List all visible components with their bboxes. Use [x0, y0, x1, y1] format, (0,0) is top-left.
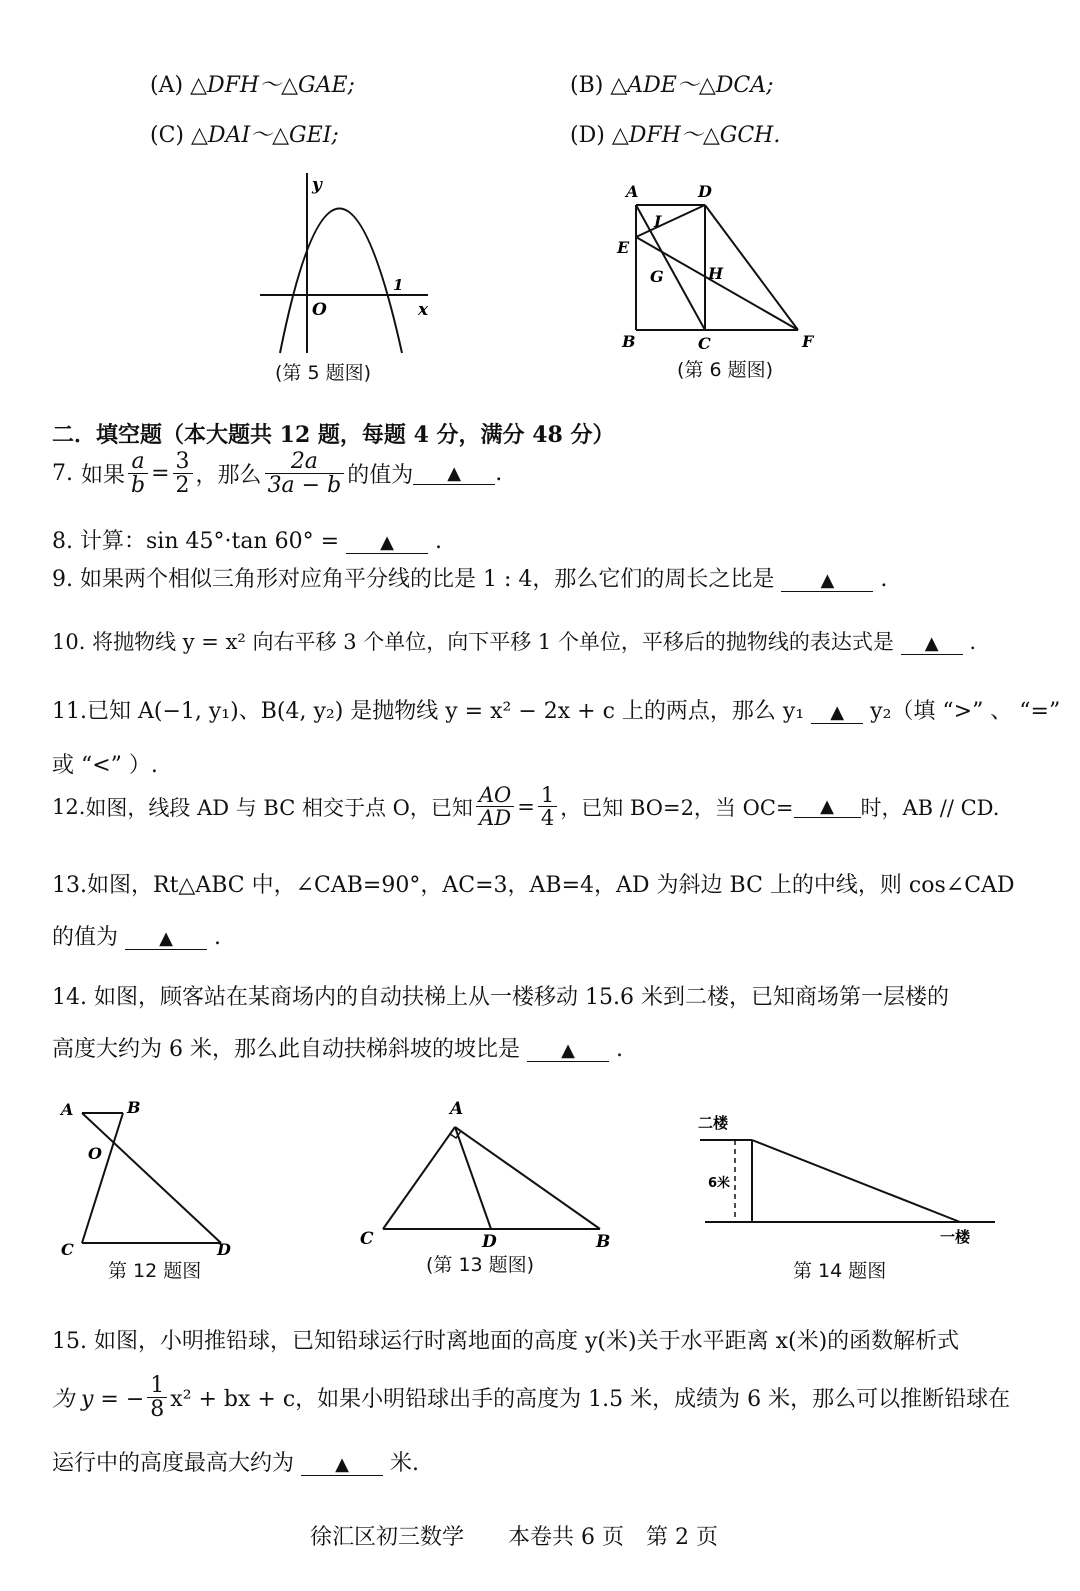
figure-5 — [250, 168, 450, 383]
q9-text: 如果两个相似三角形对应角平分线的比是 1 : 4，那么它们的周长之比是 — [80, 567, 775, 592]
q7-number: 7. — [52, 461, 73, 487]
fig13-seg-ac — [383, 1127, 455, 1229]
fig6-label-f: F — [802, 332, 814, 351]
option-c — [150, 118, 339, 149]
q15-line2-row — [52, 1374, 1010, 1421]
fig6-seg-ac — [636, 205, 705, 330]
q11-text: 已知 A(−1, y₁)、B(4, y₂) 是抛物线 y = x² − 2x + c 上的两点，那么 y₁ — [87, 699, 805, 724]
question-9 — [52, 562, 887, 593]
fig6-label-d: D — [698, 182, 712, 201]
fig13-seg-ad — [455, 1127, 491, 1229]
question-7 — [52, 450, 502, 497]
q15-frac-num: 1 — [147, 1374, 167, 1398]
fig6-label-g: G — [650, 267, 664, 286]
q14-line2: 高度大约为 6 米，那么此自动扶梯斜坡的坡比是 — [52, 1037, 520, 1062]
question-8 — [52, 524, 442, 555]
option-a-text: △DFH～△GAE; — [190, 73, 355, 98]
q12-answer-blank[interactable]: ▲ — [794, 796, 861, 818]
fig6-label-i: I — [654, 212, 662, 231]
q11-mid: y₂（填 “>” 、 “=” — [870, 699, 1061, 724]
option-a-label: (A) — [150, 73, 184, 98]
fig14-escalator — [752, 1140, 960, 1222]
figure-14 — [690, 1100, 1005, 1250]
q12-post: 时，AB // CD. — [860, 795, 1000, 820]
q8-answer-blank[interactable]: ▲ — [346, 532, 428, 554]
q13-end: . — [214, 925, 222, 950]
fig6-label-e: E — [617, 238, 630, 257]
q7-comma: ，那么 — [195, 463, 262, 489]
option-d-label: (D) — [570, 123, 605, 148]
q15-post2: x² + bx + c，如果小明铅球出手的高度为 1.5 米，成绩为 6 米，那么可以推断铅球在 — [170, 1387, 1011, 1413]
fig14-label-floor1: 一楼 — [940, 1228, 971, 1246]
question-14 — [52, 980, 949, 1011]
q12-quarter-num: 1 — [538, 784, 557, 807]
q7-frac-32 — [173, 450, 193, 497]
q7-frac-ab-num: a — [128, 450, 148, 474]
fig6-label-b: B — [622, 332, 636, 351]
question-10 — [52, 626, 976, 656]
q14-number: 14. — [52, 985, 87, 1010]
q7-frac-expr-den: 3a − b — [267, 473, 342, 499]
q7-frac-expr — [265, 450, 345, 497]
option-c-label: (C) — [150, 123, 184, 148]
q15-frac-eighth — [147, 1374, 167, 1421]
q7-end: . — [495, 461, 503, 487]
q9-end: . — [880, 567, 888, 592]
q14-end: . — [616, 1037, 623, 1062]
q12-mid: ，已知 BO=2，当 OC= — [560, 795, 794, 820]
q7-pre: 如果 — [81, 463, 126, 489]
option-d-text: △DFH～△GCH. — [611, 123, 781, 148]
figure-6 — [610, 175, 825, 355]
fig5-label-one: 1 — [393, 276, 404, 294]
q11-number: 11. — [52, 699, 87, 724]
q7-eq: = — [151, 461, 170, 487]
fig12-caption: 第 12 题图 — [108, 1260, 202, 1282]
q7-answer-blank[interactable]: ▲ — [413, 463, 495, 485]
q15-unit: 米. — [390, 1451, 420, 1476]
q15-number: 15. — [52, 1329, 87, 1354]
q12-quarter-den: 4 — [540, 806, 555, 831]
fig5-label-y: y — [312, 175, 322, 195]
fig12-label-o: O — [88, 1144, 102, 1163]
q12-frac-num: AO — [476, 784, 514, 807]
figure-12 — [55, 1095, 245, 1260]
question-12 — [52, 784, 999, 829]
q7-frac-32-den: 2 — [175, 473, 190, 499]
fig5-parabola — [280, 209, 402, 354]
q15-text: 如图，小明推铅球，已知铅球运行时离地面的高度 y(米)关于水平距离 x(米)的函数解析式 — [94, 1329, 960, 1354]
q12-number: 12. — [52, 794, 86, 819]
option-d — [570, 118, 780, 149]
fig5-label-x: x — [418, 300, 429, 320]
q11-line2: 或 “<” ）. — [52, 753, 158, 778]
page-footer: 徐汇区初三数学 本卷共 6 页 第 2 页 — [310, 1525, 718, 1550]
fig6-caption: (第 6 题图) — [677, 359, 773, 381]
fig12-label-a: A — [61, 1100, 74, 1119]
fig14-caption: 第 14 题图 — [793, 1260, 887, 1282]
q12-frac-quarter — [538, 784, 557, 829]
q9-answer-blank[interactable]: ▲ — [781, 570, 873, 592]
fig12-label-d: D — [217, 1240, 231, 1259]
figure-13 — [355, 1092, 620, 1257]
q13-line2-row — [52, 920, 221, 951]
q7-frac-32-num: 3 — [173, 450, 193, 474]
option-c-text: △DAI～△GEI; — [191, 123, 339, 148]
q10-answer-blank[interactable]: ▲ — [901, 633, 963, 655]
q7-frac-ab — [128, 450, 148, 497]
fig13-seg-ab — [455, 1127, 600, 1229]
q15-pre2: 为 y = − — [52, 1387, 145, 1413]
option-b-text: △ADE～△DCA; — [610, 73, 774, 98]
option-b — [570, 68, 774, 99]
q10-end: . — [969, 630, 976, 654]
q10-number: 10. — [52, 630, 86, 654]
q13-number: 13. — [52, 873, 87, 898]
fig6-label-h: H — [708, 264, 724, 283]
q12-frac-aoad — [476, 784, 514, 829]
fig13-label-c: C — [360, 1229, 374, 1249]
q7-post: 的值为 — [347, 463, 414, 489]
option-a — [150, 68, 355, 99]
fig14-label-floor2: 二楼 — [698, 1114, 729, 1132]
question-15 — [52, 1324, 959, 1355]
fig12-label-c: C — [61, 1240, 74, 1259]
question-11 — [52, 694, 1060, 725]
q8-end: . — [435, 529, 443, 554]
q13-answer-blank[interactable]: ▲ — [125, 928, 207, 950]
q14-answer-blank[interactable]: ▲ — [527, 1040, 609, 1062]
fig6-label-c: C — [698, 334, 711, 353]
q13-text: 如图，Rt△ABC 中，∠CAB=90°，AC=3，AB=4，AD 为斜边 BC 上的中线，则 cos∠CAD — [87, 873, 1015, 898]
fig13-label-b: B — [596, 1232, 611, 1252]
fig12-label-b: B — [127, 1098, 141, 1117]
fig14-label-height: 6米 — [708, 1176, 731, 1191]
fig5-label-o: O — [312, 300, 327, 320]
section-2-title: 二．填空题（本大题共 12 题，每题 4 分，满分 48 分） — [52, 422, 615, 448]
q15-answer-blank[interactable]: ▲ — [301, 1454, 383, 1476]
fig13-caption: (第 13 题图) — [426, 1254, 535, 1276]
fig6-label-a: A — [626, 182, 639, 201]
q7-frac-ab-den: b — [131, 473, 146, 499]
fig5-caption: (第 5 题图) — [275, 362, 371, 384]
q12-frac-den: AD — [479, 806, 512, 831]
fig13-label-d: D — [482, 1232, 497, 1252]
q7-frac-expr-num: 2a — [265, 450, 345, 474]
question-13 — [52, 868, 1015, 899]
q14-text: 如图，顾客站在某商场内的自动扶梯上从一楼移动 15.6 米到二楼，已知商场第一层楼的 — [94, 985, 949, 1010]
q9-number: 9. — [52, 567, 73, 592]
fig13-label-a: A — [450, 1099, 464, 1119]
q12-eq: = — [517, 794, 535, 819]
option-b-label: (B) — [570, 73, 604, 98]
q8-text: 计算：sin 45°·tan 60° = — [80, 529, 340, 554]
q15-line3: 运行中的高度最高大约为 — [52, 1451, 295, 1476]
q12-pre: 如图，线段 AD 与 BC 相交于点 O，已知 — [85, 795, 473, 820]
q15-frac-den: 8 — [150, 1397, 165, 1423]
q10-text: 将抛物线 y = x² 向右平移 3 个单位，向下平移 1 个单位，平移后的抛物线的表达式是 — [92, 630, 894, 654]
q15-line3-row — [52, 1446, 419, 1477]
q14-line2-row — [52, 1032, 623, 1063]
q11-answer-blank[interactable]: ▲ — [811, 702, 863, 724]
fig6-seg-ed — [636, 205, 705, 237]
q8-number: 8. — [52, 529, 73, 554]
q13-line2: 的值为 — [52, 925, 119, 950]
